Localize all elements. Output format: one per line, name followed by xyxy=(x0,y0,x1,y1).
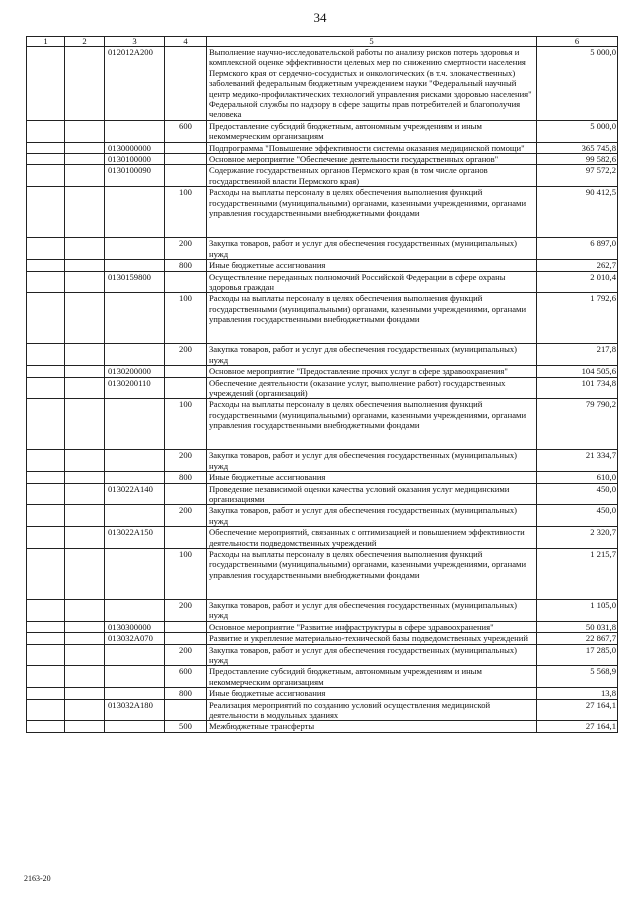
col2-cell xyxy=(65,721,105,732)
amount-cell: 450,0 xyxy=(537,505,618,527)
col1-cell xyxy=(27,721,65,732)
col1-cell xyxy=(27,527,65,549)
description-cell: Подпрограмма "Повышение эффективности системы оказания медицинской помощи" xyxy=(207,142,537,153)
description-cell: Иные бюджетные ассигнования xyxy=(207,472,537,483)
code-cell xyxy=(105,472,165,483)
col2-cell xyxy=(65,399,105,450)
amount-cell: 104 505,6 xyxy=(537,366,618,377)
expense-type-cell: 600 xyxy=(165,666,207,688)
expense-type-cell: 200 xyxy=(165,344,207,366)
description-cell: Содержание государственных органов Пермского края (в том числе органов государственной власти Пермского края) xyxy=(207,165,537,187)
description-cell: Закупка товаров, работ и услуг для обеспечения государственных (муниципальных) нужд xyxy=(207,644,537,666)
col2-cell xyxy=(65,472,105,483)
table-row xyxy=(27,472,618,483)
expense-type-cell xyxy=(165,271,207,293)
col2-cell xyxy=(65,238,105,260)
amount-cell: 97 572,2 xyxy=(537,165,618,187)
col1-cell xyxy=(27,366,65,377)
col1-cell xyxy=(27,187,65,238)
expense-type-cell: 200 xyxy=(165,238,207,260)
col2-cell xyxy=(65,366,105,377)
expense-type-cell xyxy=(165,483,207,505)
amount-cell: 13,8 xyxy=(537,688,618,699)
col2-cell xyxy=(65,621,105,632)
expense-type-cell: 500 xyxy=(165,721,207,732)
description-cell: Межбюджетные трансферты xyxy=(207,721,537,732)
col2-cell xyxy=(65,260,105,271)
code-cell: 0130000000 xyxy=(105,142,165,153)
description-cell: Закупка товаров, работ и услуг для обеспечения государственных (муниципальных) нужд xyxy=(207,600,537,622)
amount-cell: 2 010,4 xyxy=(537,271,618,293)
description-cell: Закупка товаров, работ и услуг для обеспечения государственных (муниципальных) нужд xyxy=(207,344,537,366)
col1-cell xyxy=(27,688,65,699)
description-cell: Реализация мероприятий по созданию условий осуществления медицинской деятельности в модульных зданиях xyxy=(207,699,537,721)
table-row xyxy=(27,238,618,260)
budget-table xyxy=(26,36,618,733)
code-cell xyxy=(105,120,165,142)
col1-cell xyxy=(27,377,65,399)
header-col-4: 4 xyxy=(165,37,207,47)
description-cell: Обеспечение мероприятий, связанных с оптимизацией и повышением эффективности деятельности подведомственных учреждений xyxy=(207,527,537,549)
code-cell: 0130100000 xyxy=(105,154,165,165)
col2-cell xyxy=(65,450,105,472)
col1-cell xyxy=(27,633,65,644)
code-cell: 013032А070 xyxy=(105,633,165,644)
description-cell: Осуществление переданных полномочий Российской Федерации в сфере охраны здоровья граждан xyxy=(207,271,537,293)
code-cell: 0130159800 xyxy=(105,271,165,293)
header-col-1: 1 xyxy=(27,37,65,47)
amount-cell: 217,8 xyxy=(537,344,618,366)
expense-type-cell: 200 xyxy=(165,644,207,666)
page-number: 34 xyxy=(313,10,327,25)
col1-cell xyxy=(27,666,65,688)
expense-type-cell: 200 xyxy=(165,505,207,527)
code-cell xyxy=(105,450,165,472)
col1-cell xyxy=(27,699,65,721)
expense-type-cell xyxy=(165,633,207,644)
col2-cell xyxy=(65,154,105,165)
table-row xyxy=(27,399,618,450)
expense-type-cell xyxy=(165,377,207,399)
code-cell: 013032А180 xyxy=(105,699,165,721)
table-row xyxy=(27,47,618,121)
col2-cell xyxy=(65,666,105,688)
table-row xyxy=(27,271,618,293)
description-cell: Иные бюджетные ассигнования xyxy=(207,688,537,699)
code-cell xyxy=(105,187,165,238)
description-cell: Расходы на выплаты персоналу в целях обеспечения выполнения функций государственными (муниципальными) органами, казенными учреждениями, органами управления государственными внебюджетными фондами xyxy=(207,399,537,450)
description-cell: Расходы на выплаты персоналу в целях обеспечения выполнения функций государственными (муниципальными) органами, казенными учреждениями, органами управления государственными внебюджетными фондами xyxy=(207,293,537,344)
description-cell: Иные бюджетные ассигнования xyxy=(207,260,537,271)
description-cell: Проведение независимой оценки качества условий оказания услуг медицинскими организациями xyxy=(207,483,537,505)
header-col-2: 2 xyxy=(65,37,105,47)
code-cell: 013022А140 xyxy=(105,483,165,505)
code-cell: 0130200110 xyxy=(105,377,165,399)
expense-type-cell xyxy=(165,47,207,121)
col2-cell xyxy=(65,644,105,666)
code-cell xyxy=(105,721,165,732)
code-cell xyxy=(105,644,165,666)
description-cell: Выполнение научно-исследовательской работы по анализу рисков потерь здоровья и комплексной оценке эффективности целевых мер по снижению смертности населения Пермского края от сердечно-сосудистых и онкологических (в т.ч. злокачественных) заболеваний федеральным бюджетным учреждением науки "Федеральный научный центр медико-профилактических технологий управления рисками здоровью населения" Федеральной службы по надзору в сфере защиты прав потребителей и благополучия человека xyxy=(207,47,537,121)
col2-cell xyxy=(65,187,105,238)
amount-cell: 1 792,6 xyxy=(537,293,618,344)
amount-cell: 1 105,0 xyxy=(537,600,618,622)
code-cell: 013022А150 xyxy=(105,527,165,549)
code-cell xyxy=(105,666,165,688)
col1-cell xyxy=(27,260,65,271)
amount-cell: 365 745,8 xyxy=(537,142,618,153)
description-cell: Основное мероприятие "Развитие инфраструктуры в сфере здравоохранения" xyxy=(207,621,537,632)
col2-cell xyxy=(65,47,105,121)
col2-cell xyxy=(65,633,105,644)
col2-cell xyxy=(65,377,105,399)
col1-cell xyxy=(27,165,65,187)
table-row xyxy=(27,505,618,527)
amount-cell: 22 867,7 xyxy=(537,633,618,644)
col1-cell xyxy=(27,154,65,165)
expense-type-cell: 600 xyxy=(165,120,207,142)
expense-type-cell xyxy=(165,527,207,549)
table-row xyxy=(27,721,618,732)
header-col-6: 6 xyxy=(537,37,618,47)
table-row xyxy=(27,633,618,644)
col1-cell xyxy=(27,47,65,121)
code-cell xyxy=(105,293,165,344)
amount-cell: 50 031,8 xyxy=(537,621,618,632)
description-cell: Расходы на выплаты персоналу в целях обеспечения выполнения функций государственными (муниципальными) органами, казенными учреждениями, органами управления государственными внебюджетными фондами xyxy=(207,187,537,238)
col1-cell xyxy=(27,238,65,260)
description-cell: Закупка товаров, работ и услуг для обеспечения государственных (муниципальных) нужд xyxy=(207,505,537,527)
code-cell: 0130200000 xyxy=(105,366,165,377)
amount-cell: 2 320,7 xyxy=(537,527,618,549)
col2-cell xyxy=(65,483,105,505)
amount-cell: 5 568,9 xyxy=(537,666,618,688)
table-row xyxy=(27,260,618,271)
expense-type-cell: 100 xyxy=(165,399,207,450)
code-cell xyxy=(105,344,165,366)
amount-cell: 27 164,1 xyxy=(537,721,618,732)
code-cell: 0130300000 xyxy=(105,621,165,632)
col1-cell xyxy=(27,600,65,622)
expense-type-cell xyxy=(165,366,207,377)
expense-type-cell: 100 xyxy=(165,293,207,344)
table-row xyxy=(27,600,618,622)
col2-cell xyxy=(65,527,105,549)
code-cell xyxy=(105,600,165,622)
expense-type-cell: 100 xyxy=(165,549,207,600)
col1-cell xyxy=(27,472,65,483)
table-row xyxy=(27,187,618,238)
expense-type-cell xyxy=(165,621,207,632)
col1-cell xyxy=(27,483,65,505)
code-cell: 012012A200 xyxy=(105,47,165,121)
table-row xyxy=(27,366,618,377)
code-cell xyxy=(105,260,165,271)
amount-cell: 610,0 xyxy=(537,472,618,483)
description-cell: Закупка товаров, работ и услуг для обеспечения государственных (муниципальных) нужд xyxy=(207,450,537,472)
expense-type-cell: 800 xyxy=(165,472,207,483)
description-cell: Предоставление субсидий бюджетным, автономным учреждениям и иным некоммерческим организациям xyxy=(207,120,537,142)
amount-cell: 6 897,0 xyxy=(537,238,618,260)
table-row xyxy=(27,483,618,505)
table-row xyxy=(27,293,618,344)
table-row xyxy=(27,549,618,600)
code-cell xyxy=(105,399,165,450)
expense-type-cell xyxy=(165,142,207,153)
col1-cell xyxy=(27,644,65,666)
expense-type-cell: 200 xyxy=(165,600,207,622)
col2-cell xyxy=(65,600,105,622)
table-row xyxy=(27,644,618,666)
table-row xyxy=(27,165,618,187)
description-cell: Основное мероприятие "Предоставление прочих услуг в сфере здравоохранения" xyxy=(207,366,537,377)
expense-type-cell xyxy=(165,699,207,721)
table-row xyxy=(27,450,618,472)
amount-cell: 1 215,7 xyxy=(537,549,618,600)
col1-cell xyxy=(27,271,65,293)
footer-code: 2163-20 xyxy=(24,874,51,883)
col1-cell xyxy=(27,549,65,600)
col1-cell xyxy=(27,505,65,527)
table-row xyxy=(27,688,618,699)
amount-cell: 101 734,8 xyxy=(537,377,618,399)
amount-cell: 450,0 xyxy=(537,483,618,505)
table-row xyxy=(27,120,618,142)
col1-cell xyxy=(27,450,65,472)
amount-cell: 27 164,1 xyxy=(537,699,618,721)
col1-cell xyxy=(27,120,65,142)
description-cell: Развитие и укрепление материально-технической базы подведомственных учреждений xyxy=(207,633,537,644)
description-cell: Предоставление субсидий бюджетным, автономным учреждениям и иным некоммерческим организациям xyxy=(207,666,537,688)
col2-cell xyxy=(65,549,105,600)
col2-cell xyxy=(65,699,105,721)
col2-cell xyxy=(65,688,105,699)
col2-cell xyxy=(65,505,105,527)
amount-cell: 5 000,0 xyxy=(537,120,618,142)
header-col-5: 5 xyxy=(207,37,537,47)
col2-cell xyxy=(65,142,105,153)
amount-cell: 99 582,6 xyxy=(537,154,618,165)
table-row xyxy=(27,377,618,399)
amount-cell: 262,7 xyxy=(537,260,618,271)
expense-type-cell xyxy=(165,154,207,165)
table-row xyxy=(27,699,618,721)
amount-cell: 17 285,0 xyxy=(537,644,618,666)
table-row xyxy=(27,344,618,366)
expense-type-cell xyxy=(165,165,207,187)
expense-type-cell: 200 xyxy=(165,450,207,472)
col1-cell xyxy=(27,293,65,344)
amount-cell: 90 412,5 xyxy=(537,187,618,238)
col2-cell xyxy=(65,293,105,344)
code-cell xyxy=(105,238,165,260)
table-row xyxy=(27,621,618,632)
col2-cell xyxy=(65,271,105,293)
description-cell: Основное мероприятие "Обеспечение деятельности государственных органов" xyxy=(207,154,537,165)
description-cell: Закупка товаров, работ и услуг для обеспечения государственных (муниципальных) нужд xyxy=(207,238,537,260)
header-row xyxy=(27,37,618,47)
code-cell xyxy=(105,549,165,600)
table-row xyxy=(27,142,618,153)
code-cell xyxy=(105,688,165,699)
col2-cell xyxy=(65,344,105,366)
description-cell: Обеспечение деятельности (оказание услуг, выполнение работ) государственных учреждений (организаций) xyxy=(207,377,537,399)
col2-cell xyxy=(65,165,105,187)
col1-cell xyxy=(27,344,65,366)
table-row xyxy=(27,154,618,165)
col1-cell xyxy=(27,142,65,153)
expense-type-cell: 800 xyxy=(165,688,207,699)
amount-cell: 79 790,2 xyxy=(537,399,618,450)
col1-cell xyxy=(27,399,65,450)
col1-cell xyxy=(27,621,65,632)
amount-cell: 21 334,7 xyxy=(537,450,618,472)
col2-cell xyxy=(65,120,105,142)
table-row xyxy=(27,527,618,549)
code-cell: 0130100090 xyxy=(105,165,165,187)
expense-type-cell: 800 xyxy=(165,260,207,271)
table-row xyxy=(27,666,618,688)
description-cell: Расходы на выплаты персоналу в целях обеспечения выполнения функций государственными (муниципальными) органами, казенными учреждениями, органами управления государственными внебюджетными фондами xyxy=(207,549,537,600)
amount-cell: 5 000,0 xyxy=(537,47,618,121)
code-cell xyxy=(105,505,165,527)
expense-type-cell: 100 xyxy=(165,187,207,238)
header-col-3: 3 xyxy=(105,37,165,47)
